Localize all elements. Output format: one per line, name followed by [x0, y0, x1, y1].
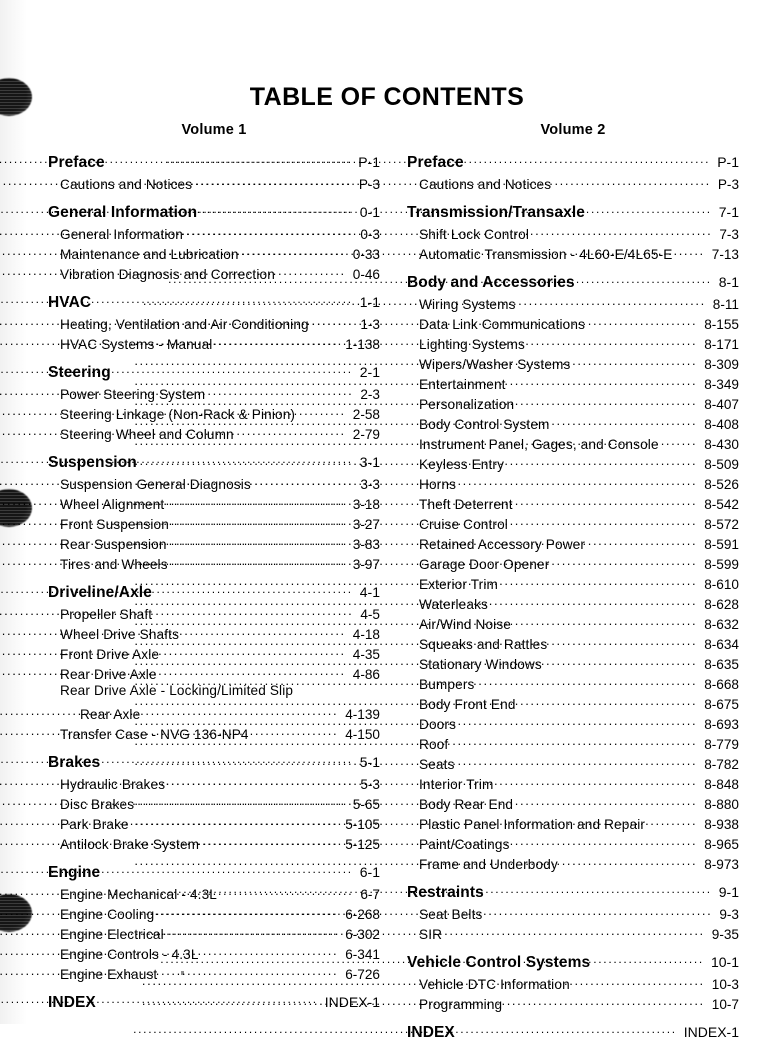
- dot-leader: [559, 413, 698, 429]
- toc-entry-label: Stationary Windows: [419, 657, 542, 672]
- toc-entry-label: Horns: [419, 477, 457, 492]
- toc-page-number: 5-1: [359, 754, 380, 770]
- dot-leader: [522, 793, 697, 809]
- dot-leader: [483, 673, 697, 689]
- toc-entry-label: Suspension: [48, 454, 137, 471]
- dot-leader: [464, 753, 698, 769]
- toc-row: [407, 573, 739, 593]
- toc-row: [407, 773, 739, 793]
- toc-sections: [407, 151, 739, 1043]
- toc-section: [407, 271, 739, 873]
- dot-leader: [464, 1021, 677, 1037]
- toc-entry-label: Interior Trim: [419, 777, 494, 792]
- toc-row: [407, 633, 739, 653]
- toc-page-number: 8-509: [704, 457, 739, 472]
- toc-page-number: 0-3: [360, 227, 380, 242]
- dot-leader: [515, 373, 698, 389]
- dot-leader: [465, 713, 697, 729]
- toc-row: [407, 533, 739, 553]
- toc-row: [407, 201, 739, 223]
- toc-entry-label: Restraints: [407, 884, 484, 901]
- toc-row: [407, 881, 739, 903]
- toc-entry-label: Front Drive Axle: [60, 647, 160, 662]
- toc-entry-label: Wipers/Washer Systems: [419, 357, 571, 372]
- toc-entry-label: Seats: [419, 757, 455, 772]
- toc-entry-label: General Information: [48, 204, 198, 221]
- dot-leader: [567, 853, 697, 869]
- dot-leader: [558, 553, 697, 569]
- toc-entry-label: Rear Axle: [80, 707, 141, 722]
- toc-page-number: 8-526: [704, 477, 739, 492]
- toc-entry-label: Shift Lock Control: [419, 227, 529, 242]
- dot-leader: [538, 223, 712, 239]
- toc-page-number: 4-1: [359, 584, 380, 600]
- toc-page-number: 8-610: [704, 577, 739, 592]
- toc-row: [407, 353, 739, 373]
- toc-row: [407, 333, 739, 353]
- dot-leader: [556, 633, 697, 649]
- page-title: TABLE OF CONTENTS: [249, 83, 525, 111]
- toc-row: [407, 951, 739, 973]
- toc-page-number: 8-848: [704, 777, 739, 792]
- toc-entry-label: Seat Belts: [419, 907, 483, 922]
- toc-page-number: 8-155: [704, 317, 739, 332]
- toc-row: [407, 313, 739, 333]
- toc-page-number: 8-675: [704, 697, 739, 712]
- toc-row: [407, 223, 739, 243]
- toc-row: [407, 293, 739, 313]
- toc-row: [407, 453, 739, 473]
- toc-page-number: 8-782: [704, 757, 739, 772]
- toc-page-number: 3-18: [352, 497, 380, 512]
- toc-entry-label: Rear Drive Axle: [60, 667, 157, 682]
- toc-page-number: 2-1: [359, 364, 380, 380]
- toc-page-number: 8-965: [704, 837, 739, 852]
- toc-entry-label: Cautions and Notices: [60, 177, 193, 192]
- toc-page-number: INDEX-1: [683, 1024, 739, 1040]
- toc-page-number: 6-726: [345, 967, 380, 982]
- volume-heading: Volume 1: [181, 122, 247, 138]
- toc-entry-label: Engine Controls - 4.3L: [60, 947, 199, 962]
- toc-page-number: 9-35: [711, 927, 739, 942]
- toc-entry-label: Body and Accessories: [407, 274, 575, 291]
- toc-page-number: 8-668: [704, 677, 739, 692]
- toc-entry-label: Air/Wind Noise: [419, 617, 511, 632]
- dot-leader: [465, 473, 697, 489]
- toc-page-number: 6-7: [360, 887, 380, 902]
- toc-entry-label: General Information: [60, 227, 183, 242]
- toc-page-number: 8-973: [704, 857, 739, 872]
- dot-leader: [668, 433, 698, 449]
- dot-leader: [451, 923, 705, 939]
- toc-page-number: 2-79: [352, 427, 380, 442]
- toc-row: [407, 473, 739, 493]
- toc-entry-label: Hydraulic Brakes: [60, 777, 166, 792]
- toc-entry-label: Engine: [48, 864, 101, 881]
- toc-row: [407, 693, 739, 713]
- toc-entry-label: Power Steering System: [60, 387, 206, 402]
- toc-page-number: P-3: [358, 177, 380, 192]
- toc-entry-label: Paint/Coatings: [419, 837, 510, 852]
- toc-entry-label: Preface: [407, 154, 464, 171]
- toc-row: [407, 733, 739, 753]
- dot-leader: [594, 313, 697, 329]
- toc-page-number: 9-3: [719, 907, 739, 922]
- dot-leader: [511, 993, 705, 1009]
- toc-page-number: 8-309: [704, 357, 739, 372]
- toc-entry-label: Data Link Communications: [419, 317, 586, 332]
- toc-page-number: 0-1: [359, 204, 380, 220]
- toc-row: [407, 793, 739, 813]
- toc-entry-label: Frame and Underbody: [419, 857, 558, 872]
- toc-row: [407, 1021, 739, 1043]
- toc-entry-label: Front Suspension: [60, 517, 169, 532]
- toc-row: [407, 433, 739, 453]
- toc-entry-label: Wheel Drive Shafts: [60, 627, 180, 642]
- toc-page-number: 8-542: [704, 497, 739, 512]
- toc-row: [407, 833, 739, 853]
- dot-leader: [520, 613, 697, 629]
- dot-leader: [513, 453, 697, 469]
- toc-page-number: 7-13: [711, 247, 739, 262]
- dot-leader: [522, 493, 698, 509]
- toc-page-number: 10-7: [711, 997, 739, 1012]
- toc-entry-label: Transfer Case - NVG 136-NP4: [60, 727, 249, 742]
- toc-entry-label: Suspension General Diagnosis: [60, 477, 251, 492]
- toc-section: [407, 881, 739, 943]
- toc-page-number: 5-105: [345, 817, 380, 832]
- toc-row: [407, 753, 739, 773]
- toc-page-number: 5-3: [360, 777, 380, 792]
- toc-row: [407, 243, 739, 263]
- toc-entry-label: Waterleaks: [419, 597, 488, 612]
- toc-page-number: 8-430: [704, 437, 739, 452]
- toc-page-number: 5-125: [345, 837, 380, 852]
- toc-page-number: 8-938: [704, 817, 739, 832]
- toc-entry-label: Lighting Systems: [419, 337, 525, 352]
- toc-page-number: 7-3: [719, 227, 739, 242]
- toc-page-number: 1-3: [360, 317, 380, 332]
- toc-entry-label: Programming: [419, 997, 503, 1012]
- toc-page-number: 2-3: [360, 387, 380, 402]
- toc-page-number: 6-302: [345, 927, 380, 942]
- toc-entry-label: Roof: [419, 737, 449, 752]
- toc-row: [407, 853, 739, 873]
- toc-page-number: 3-27: [352, 517, 380, 532]
- toc-entry-label: Engine Cooling: [60, 907, 155, 922]
- toc-page-number: 8-779: [704, 737, 739, 752]
- toc-entry-label: Keyless Entry: [419, 457, 505, 472]
- toc-page-number: 8-591: [704, 537, 739, 552]
- toc-row: [407, 973, 739, 993]
- toc-entry-label: Heating, Ventilation and Air Conditioning: [60, 317, 309, 332]
- dot-leader: [497, 593, 697, 609]
- dot-leader: [682, 243, 705, 259]
- dot-leader: [523, 393, 697, 409]
- volume-2-column: [407, 122, 739, 1043]
- toc-page-number: 8-632: [704, 617, 739, 632]
- toc-page-number: 4-5: [360, 607, 380, 622]
- toc-entry-label: Wiring Systems: [419, 297, 516, 312]
- toc-row: [407, 373, 739, 393]
- dot-leader: [584, 271, 712, 287]
- toc-page-number: 8-628: [704, 597, 739, 612]
- toc-page-number: 7-1: [718, 204, 739, 220]
- dot-leader: [579, 353, 697, 369]
- toc-page-number: 3-97: [352, 557, 380, 572]
- toc-page-number: 0-33: [352, 247, 380, 262]
- toc-entry-label: HVAC: [48, 294, 92, 311]
- toc-row: [407, 271, 739, 293]
- toc-page-number: 9-1: [718, 884, 739, 900]
- volume-heading: Volume 2: [540, 122, 606, 138]
- toc-entry-label: Engine Electrical: [60, 927, 164, 942]
- toc-page-number: 8-1: [718, 274, 739, 290]
- dot-leader: [599, 951, 704, 967]
- toc-entry-label: Doors: [419, 717, 457, 732]
- dot-leader: [560, 173, 711, 189]
- toc-page-number: 8-599: [704, 557, 739, 572]
- toc-entry-label: Transmission/Transaxle: [407, 204, 585, 221]
- toc-section: [407, 1021, 739, 1043]
- toc-entry-label: Wheel Alignment: [60, 497, 165, 512]
- dot-leader: [519, 833, 698, 849]
- toc-row: [407, 151, 739, 173]
- toc-entry-label: Engine Exhaust: [60, 967, 158, 982]
- dot-leader: [517, 513, 697, 529]
- toc-row: [407, 903, 739, 923]
- toc-entry-label: SIR: [419, 927, 443, 942]
- toc-entry-label: Brakes: [48, 754, 101, 771]
- toc-row: [407, 813, 739, 833]
- toc-page-number: INDEX-1: [324, 994, 380, 1010]
- toc-section: [407, 951, 739, 1013]
- toc-page-number: 10-1: [710, 954, 739, 970]
- toc-entry-label: Vibration Diagnosis and Correction: [60, 267, 275, 282]
- dot-leader: [473, 151, 710, 167]
- toc-page-number: 8-11: [712, 297, 739, 312]
- toc-entry-label: Park Brake: [60, 817, 129, 832]
- toc-row: [407, 923, 739, 943]
- toc-entry-label: Bumpers: [419, 677, 475, 692]
- toc-page-number: 8-572: [704, 517, 739, 532]
- toc-row: [407, 653, 739, 673]
- dot-leader: [493, 881, 712, 897]
- toc-page-number: 3-83: [352, 537, 380, 552]
- toc-entry-label: Vehicle DTC Information: [419, 977, 570, 992]
- toc-page-number: 1-138: [345, 337, 380, 352]
- toc-entry-label: Entertainment: [419, 377, 506, 392]
- toc-page-number: 5-65: [352, 797, 380, 812]
- toc-entry-label: Automatic Transmission - 4L60-E/4L65-E: [419, 247, 673, 262]
- dot-leader: [551, 653, 697, 669]
- toc-row: [407, 393, 739, 413]
- toc-row: [407, 993, 739, 1013]
- toc-entry-label: Squeaks and Rattles: [419, 637, 548, 652]
- dot-leader: [594, 201, 712, 217]
- dot-leader: [507, 573, 697, 589]
- toc-page-number: P-3: [717, 177, 739, 192]
- toc-entry-label: Vehicle Control Systems: [407, 954, 591, 971]
- toc-row: [407, 613, 739, 633]
- toc-entry-label: Cruise Control: [419, 517, 508, 532]
- toc-page-number: 6-341: [345, 947, 380, 962]
- toc-page-number: 6-268: [345, 907, 380, 922]
- toc-section: [407, 151, 739, 193]
- toc-entry-first-line: Rear Drive Axle - Locking/Limited Slip: [60, 683, 294, 698]
- toc-entry-label: INDEX: [48, 994, 96, 1011]
- toc-row: [407, 593, 739, 613]
- toc-page-number: 0-46: [352, 267, 380, 282]
- toc-page-number: 4-150: [345, 727, 380, 742]
- toc-page-number: 3-3: [360, 477, 380, 492]
- toc-page-number: P-1: [717, 154, 739, 170]
- toc-entry-label: INDEX: [407, 1024, 455, 1041]
- toc-page-number: 8-349: [704, 377, 739, 392]
- dot-leader: [654, 813, 697, 829]
- toc-entry-label: Rear Suspension: [60, 537, 167, 552]
- toc-entry-label: Body Control System: [419, 417, 550, 432]
- toc-page-number: 8-880: [704, 797, 739, 812]
- toc-page-number: 6-1: [359, 864, 380, 880]
- toc-entry-label: Maintenance and Lubrication: [60, 247, 239, 262]
- toc-page-number: 8-171: [704, 337, 739, 352]
- toc-page-number: P-1: [358, 154, 380, 170]
- toc-entry-label: Garage Door Opener: [419, 557, 550, 572]
- toc-page-number: 4-139: [345, 707, 380, 722]
- toc-row: [407, 673, 739, 693]
- toc-entry-label: Theft Deterrent: [419, 497, 513, 512]
- toc-row: [407, 513, 739, 533]
- dot-leader: [579, 973, 705, 989]
- toc-entry-label: HVAC Systems - Manual: [60, 337, 213, 352]
- toc-row: [407, 713, 739, 733]
- dot-leader: [502, 773, 697, 789]
- toc-entry-label: Steering: [48, 364, 111, 381]
- toc-entry-label: Steering Linkage (Non-Rack & Pinion): [60, 407, 296, 422]
- toc-entry-label: Engine Mechanical - 4.3L: [60, 887, 218, 902]
- toc-page-number: 10-3: [711, 977, 739, 992]
- toc-page-number: 4-35: [352, 647, 380, 662]
- toc-entry-label: Body Front End: [419, 697, 516, 712]
- toc-entry-label: Plastic Panel Information and Repair: [419, 817, 646, 832]
- toc-entry-label: Exterior Trim: [419, 577, 498, 592]
- dot-leader: [457, 733, 697, 749]
- toc-entry-label: Disc Brakes: [60, 797, 135, 812]
- toc-page-number: 4-18: [352, 627, 380, 642]
- toc-entry-label: Instrument Panel, Gages, and Console: [419, 437, 659, 452]
- toc-entry-label: Retained Accessory Power: [419, 537, 586, 552]
- toc-entry-label: Propeller Shaft: [60, 607, 153, 622]
- toc-page-number: 8-407: [704, 397, 739, 412]
- toc-page-number: 4-86: [352, 667, 380, 682]
- dot-leader: [525, 693, 698, 709]
- toc-page-number: 8-693: [704, 717, 739, 732]
- toc-entry-label: Cautions and Notices: [419, 177, 552, 192]
- toc-row: [407, 173, 739, 193]
- toc-entry-label: Steering Wheel and Column: [60, 427, 234, 442]
- toc-entry-label: Preface: [48, 154, 105, 171]
- toc-row: [407, 553, 739, 573]
- toc-page-number: 2-58: [352, 407, 380, 422]
- toc-page-number: 3-1: [359, 454, 380, 470]
- toc-page-number: 8-408: [704, 417, 739, 432]
- dot-leader: [525, 293, 706, 309]
- toc-entry-label: Personalization: [419, 397, 515, 412]
- toc-entry-label: Antilock Brake System: [60, 837, 200, 852]
- toc-page-number: 8-634: [704, 637, 739, 652]
- toc-section: [407, 201, 739, 263]
- dot-leader: [491, 903, 712, 919]
- dot-leader: [594, 533, 697, 549]
- toc-page-number: 1-1: [359, 294, 380, 310]
- dot-leader: [534, 333, 697, 349]
- toc-row: [407, 493, 739, 513]
- toc-page-number: 8-635: [704, 657, 739, 672]
- toc-entry-label: Tires and Wheels: [60, 557, 168, 572]
- toc-entry-label: Driveline/Axle: [48, 584, 152, 601]
- toc-entry-label: Body Rear End: [419, 797, 514, 812]
- toc-row: [407, 413, 739, 433]
